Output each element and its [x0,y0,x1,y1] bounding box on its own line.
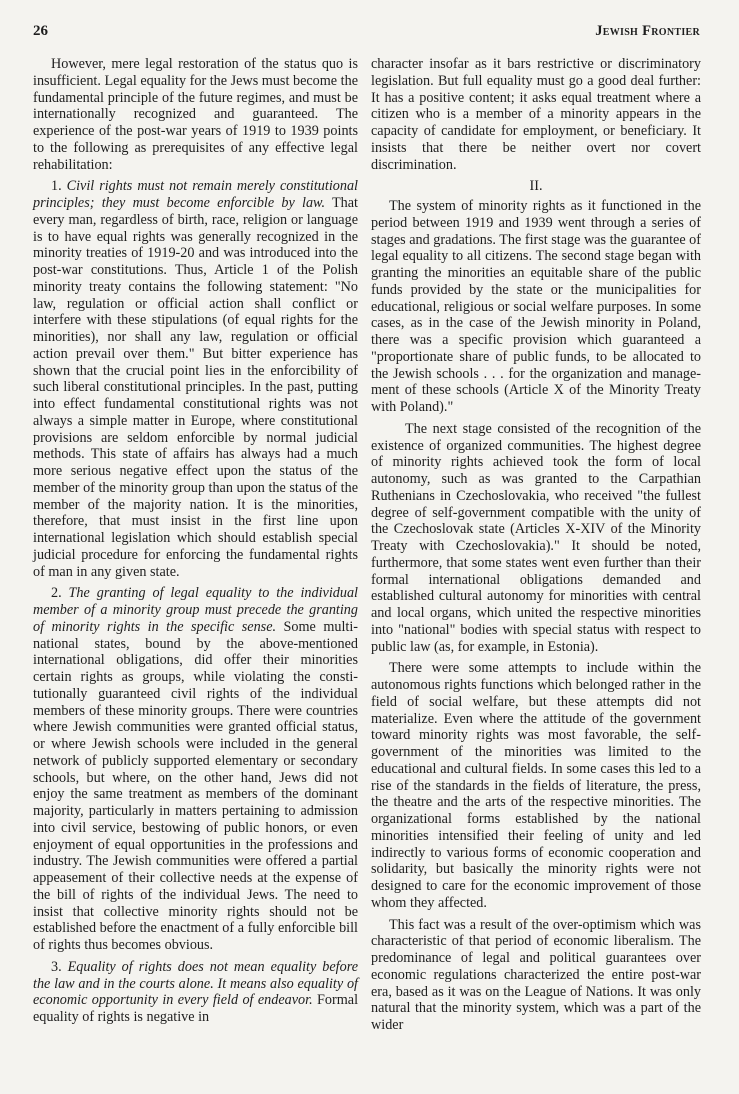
paragraph-point-3 [33,959,358,1026]
point-number: 1. [51,178,67,195]
point-number: 3. [51,958,68,975]
journal-title: Jewish Frontier [595,23,700,39]
running-header [33,23,700,40]
paragraph-point-2 [33,585,358,954]
paragraph-over-optimism: This fact was a result of the over-optimism which was characteristic of that period of economic liberalism. The predominance of legal and political guarantees over economic regulations characterized the entire post-war era, based as it was on the League of Nations. It was only natural that the minority system, which was a part of the wider [371,916,701,1033]
section-heading: II. [529,178,543,195]
page-number: 26 [33,23,48,39]
point-number: 2. [51,585,69,602]
paragraph-attempts: There were some attempts to include within the autonomous rights functions which belonged rather in the field of social welfare, but these attempts did not materialize. Even where the attitude of the government toward minority rights was most favorable, the self-government of the minorities was limited to the educational and cultural fields. In some cases this led to a rise of the standards in the fields of literature, the press, the theatre and the arts of the respective minorities. The organizational forms established by the national minorities intensified their feeling of unity and led indirectly to various forms of economic cooperation and solidarity, but basically the minority rights were not designed to care for the economic improvement of those whom they affected. [371,660,701,911]
right-column [371,56,701,1039]
point-body: Some multi-national states, bound by the above-mentioned international obligations, did offer their minorities certain rights as groups, while violating the constitutionally guaranteed civil rights of the individual members of these minority groups. There were countries where Jewish communities were granted official status, or where Jewish schools were included in the general network of publicly supported elementary or secondary schools, but where, on the other hand, Jews did not enjoy the same treatment as members of the dominant majority, particularly in matters pertaining to admission into civil service, bestowing of public honors, or even enjoyment of equal opportunities in the professions and industry. The Jewish communities were offered a partial appeasement of their collective needs at the expense of the bill of rights of the individual Jews. The need to insist that collective minority rights should not be established before the enactment of a fully enforcible bill of rights thus becomes obvious. [33,618,359,953]
paragraph-continued: character insofar as it bars restrictive or discriminatory legislation. But full equality must go a good deal further: It has a positive content; it asks equal treatment where a citizen who is a member of a minority appears in the capacity of candidate for employment, or beneficiary. It insists that there be neither overt nor covert discrimination. [371,56,701,173]
point-heading: Civil rights must not remain merely constitutional principles; they must become enforcible by law. [33,178,359,211]
point-body: That every man, regardless of birth, race, religion or language is to have equal rights was generally recognized in the minority treaties of 1919-20 and was introduced into the post-war constitutions. Thus, Article 1 of the Polish minority treaty contains the following statement: "No law, regulation or official action shall conflict or interfere with these stipulations (of equal rights for the minorities), nor shall any law, regulation or official action prevail over them." But bitter experience has shown that the crucial point lies in the enforcibility of such liberal constitutional principles. In the past, putting into effect fundamental constitutional rights was not always a simple matter in Europe, where constitutional provisions are seldom enforcible by normal judicial methods. This state of affairs has always had a much more serious negative effect upon the status of the member of the minority group than upon the status of the member of the majority nation. It is the minorities, therefore, that must insist in the first line upon international legislation which should establish special judicial procedure for enforcing the fundamental rights of man in any given state. [33,195,358,580]
point-heading: Equality of rights does not mean equality before the law and in the courts alone. It means also equality of economic opportunity in every field of endeavor. [33,958,358,1009]
paragraph-point-1 [33,178,358,580]
point-body: Formal equality of rights is negative in [33,992,359,1025]
point-heading: The granting of legal equality to the individual member of a minority group must precede the granting of minority rights in the specific sense. [33,585,358,635]
paragraph-next-stage: The next stage consisted of the recognition of the existence of organized communities. The highest degree of minority rights achieved took the form of local autonomy, such as was granted to the Carpathian Ruthenians in Czechoslovakia, who received "the fullest degree of self-government compatible with the unity of the Czechoslovak state (Articles X-XIV of the Minority Treaty with Czechoslovakia)." It should be noted, furthermore, that some states went even further than their formal international obligations demanded and established cultural autonomy for minorities with central and local organs, which united the respective minorities into "national" bodies with special status with respect to public law (as, for example, in Estonia). [371,420,701,655]
paragraph-intro: However, mere legal restoration of the status quo is insufficient. Legal equality for the Jews must become the fundamental principle of the future regimes, and must be internationally recognized and guaranteed. The experience of the post-war years of 1919 to 1939 points to the following as prerequisites of any effective legal rehabilitation: [33,56,358,173]
paragraph-minority-system: The system of minority rights as it functioned in the period between 1919 and 1939 went through a series of stages and gradations. The first stage was the guarantee of legal equality to all citizens. The second stage began with granting the minorities an equitable share of the public funds provided by the state or the municipalities for educational, religious or social welfare purposes. In some cases, as in the case of the Jewish minority in Poland, there was a specific provision which guaranteed a "proportionate share of public funds, to be allocated to the Jewish schools . . . for the organization and management of these schools (Article X of the Minority Treaty with Poland)." [371,198,701,415]
left-column [33,56,358,1031]
